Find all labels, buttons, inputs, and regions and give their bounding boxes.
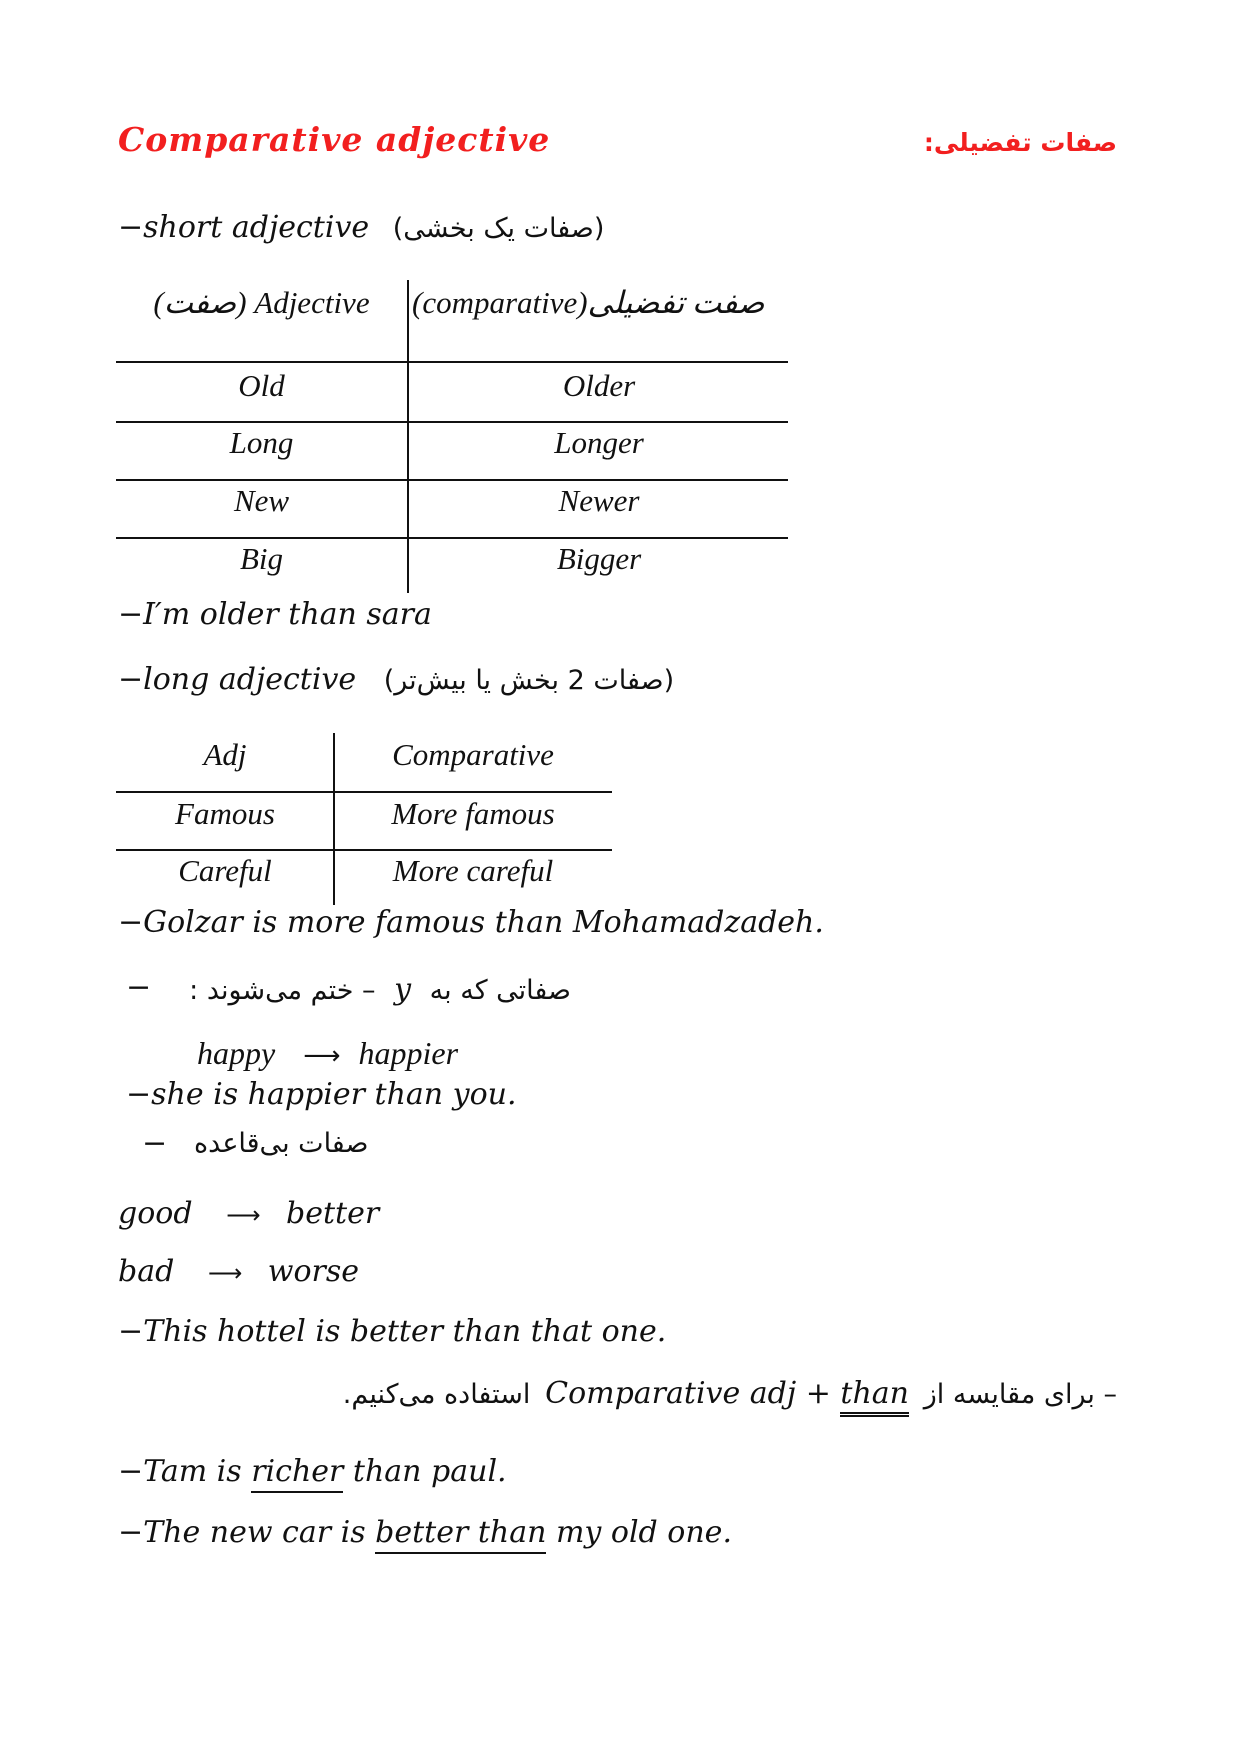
y-rule-letter: y [394,972,412,1007]
arrow-icon: ⟶ [303,1041,341,1071]
irregular-dash: − [142,1126,168,1161]
table1-header-comparative: (comparative)صفت تفضیلی [412,285,765,320]
example-sentence [118,1515,732,1550]
table1-row-comparative: Longer [554,425,644,460]
table1-row-adjective: Long [229,425,294,460]
table1-rule [116,361,788,363]
rule-than: than [840,1376,909,1417]
table1-row-adjective: Old [238,368,285,403]
table2-divider [333,733,335,905]
table2-rule [116,849,612,851]
arrow-icon: ⟶ [207,1259,243,1287]
table2-header-adjective: Adj [203,737,247,772]
example-sentence: −This hottel is better than that one. [118,1314,667,1349]
example6-start: −The new car is [118,1515,376,1550]
good-example [118,1196,379,1231]
table2-rule [116,791,612,793]
happy-word: happy [197,1035,276,1071]
short-adjective-heading-fa: (صفات یک بخشی) [392,213,605,244]
table2-header-comparative: Comparative [392,737,554,772]
table1-header-adjective: (صفت) Adjective [153,285,370,320]
rule-formula-text: Comparative adj + [545,1376,841,1411]
title-persian: صفات تفضیلی: [923,128,1117,157]
table1-rule [116,537,788,539]
table2-row-adjective: Famous [175,796,275,831]
short-adjective-heading-en: −short adjective [118,210,370,245]
table2-row-adjective: Careful [178,853,272,888]
good-word: good [118,1196,193,1231]
title-english: Comparative adjective [118,120,551,159]
long-adjective-heading [118,662,674,697]
bad-word: bad [118,1254,175,1289]
table2-row-comparative: More famous [391,796,555,831]
table1-row-adjective: New [233,483,290,518]
example-sentence: −I′m older than sara [118,597,432,632]
worse-word: worse [267,1254,360,1289]
example-sentence: −Golzar is more famous than Mohamadzadeh. [118,905,824,940]
table1-row-comparative: Bigger [556,541,642,576]
comparison-rule [343,1376,1117,1411]
table1-rule [116,421,788,423]
rule-formula [545,1376,909,1411]
y-rule-fa-end: – ختم می‌شوند : [189,975,376,1006]
y-rule-fa-start: صفاتی که به [429,975,571,1006]
short-adjective-heading [118,210,604,245]
y-rule-line [189,972,571,1007]
table2-row-comparative: More careful [392,853,554,888]
arrow-icon: ⟶ [226,1201,261,1229]
example5-start: −Tam is [118,1454,252,1489]
rule-fa-start: – برای مقایسه از [923,1379,1117,1410]
y-rule-dash: − [126,970,152,1005]
example5-end: than paul. [343,1454,507,1489]
happy-example [197,1035,458,1072]
example6-underlined: better than [375,1515,546,1554]
rule-fa-end: استفاده می‌کنیم. [342,1379,531,1410]
long-adjective-heading-en: −long adjective [118,662,357,697]
better-word: better [286,1196,380,1231]
table1-row-adjective: Big [239,541,284,576]
bad-example [118,1254,359,1289]
example-sentence: −she is happier than you. [126,1077,517,1112]
example5-underlined: richer [251,1454,343,1493]
table1-row-comparative: Older [562,368,636,403]
long-adjective-heading-fa: (صفات 2 بخش یا بیش‌تر) [383,665,675,696]
irregular-heading: صفات بی‌قاعده [194,1128,369,1159]
example-sentence [118,1454,507,1489]
table1-row-comparative: Newer [558,483,640,518]
happier-word: happier [358,1035,459,1071]
table1-rule [116,479,788,481]
example6-end: my old one. [546,1515,732,1550]
